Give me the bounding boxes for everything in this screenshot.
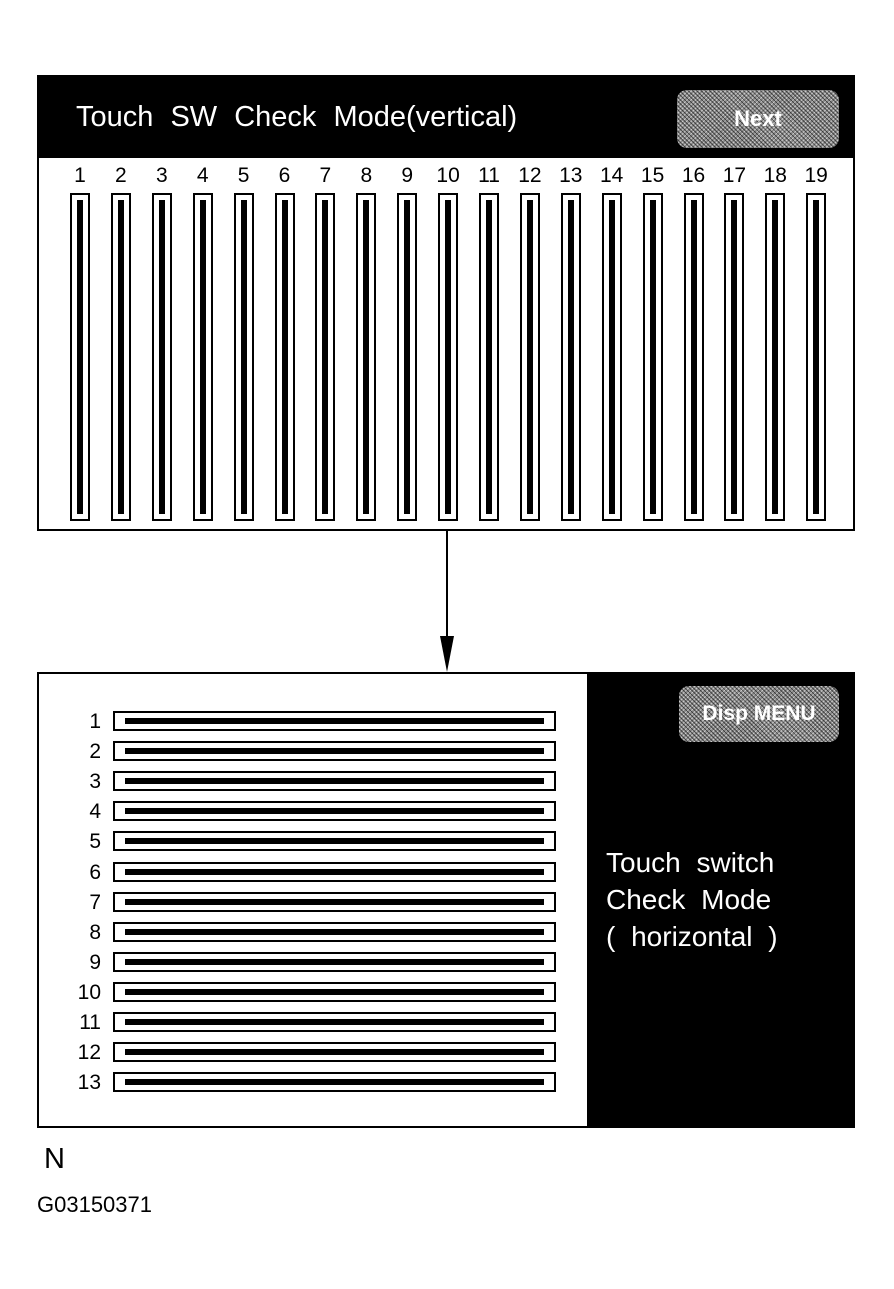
vertical-touch-switch[interactable] <box>315 193 335 521</box>
horizontal-switch-row <box>39 952 587 974</box>
next-button[interactable]: Next <box>677 90 839 148</box>
horizontal-touch-switch[interactable] <box>113 801 556 821</box>
vertical-switch-number: 15 <box>640 164 665 187</box>
horizontal-touch-switch[interactable] <box>113 982 556 1002</box>
horizontal-touch-switch[interactable] <box>113 771 556 791</box>
vertical-touch-switch[interactable] <box>234 193 254 521</box>
horizontal-title-line-3: ( horizontal ) <box>606 921 778 952</box>
vertical-switch-number: 9 <box>401 164 414 187</box>
vertical-touch-switch[interactable] <box>520 193 540 521</box>
vertical-touch-switch[interactable] <box>152 193 172 521</box>
flow-arrow-head <box>440 636 454 672</box>
horizontal-switch-number: 1 <box>89 710 101 733</box>
vertical-switch-number: 2 <box>115 164 127 187</box>
vertical-switch-number: 3 <box>155 164 168 187</box>
vertical-touch-switch[interactable] <box>70 193 90 521</box>
horizontal-touch-switch[interactable] <box>113 922 556 942</box>
horizontal-switch-number: 5 <box>89 830 101 854</box>
horizontal-switch-row <box>39 862 587 884</box>
horizontal-title-line-2: Check Mode <box>606 884 772 915</box>
horizontal-switch-row <box>39 801 587 823</box>
vertical-touch-switch[interactable] <box>561 193 581 521</box>
horizontal-switch-number: 11 <box>79 1011 101 1034</box>
horizontal-touch-switch[interactable] <box>113 862 556 882</box>
horizontal-switch-number: 10 <box>77 980 101 1004</box>
figure-id: G03150371 <box>37 1192 152 1217</box>
vertical-switch-number: 12 <box>518 164 542 187</box>
horizontal-switch-number: 12 <box>77 1041 101 1065</box>
horizontal-switch-row <box>39 831 587 853</box>
horizontal-switch-list <box>39 674 587 1126</box>
horizontal-switch-number: 13 <box>77 1071 101 1095</box>
horizontal-touch-switch[interactable] <box>113 952 556 972</box>
vertical-switch-number: 13 <box>559 164 583 187</box>
vertical-touch-switch[interactable] <box>602 193 622 521</box>
horizontal-switch-row <box>39 771 587 793</box>
vertical-switch-number: 19 <box>804 164 828 187</box>
vertical-switch-number: 4 <box>196 164 209 187</box>
vertical-touch-switch[interactable] <box>806 193 826 521</box>
horizontal-switch-number: 4 <box>89 800 101 824</box>
horizontal-switch-row <box>39 741 587 763</box>
vertical-touch-switch[interactable] <box>479 193 499 521</box>
vertical-switch-number: 6 <box>278 164 291 187</box>
horizontal-touch-switch[interactable] <box>113 711 556 731</box>
disp-menu-button[interactable]: Disp MENU <box>679 686 839 742</box>
horizontal-touch-switch[interactable] <box>113 831 556 851</box>
vertical-check-panel <box>37 75 855 531</box>
horizontal-touch-switch[interactable] <box>113 741 556 761</box>
vertical-touch-switch[interactable] <box>643 193 663 521</box>
horizontal-switch-number: 7 <box>89 890 101 914</box>
horizontal-switch-number: 3 <box>89 770 101 794</box>
horizontal-panel-title <box>606 844 778 955</box>
vertical-switch-number: 5 <box>237 164 250 187</box>
vertical-switch-number: 1 <box>74 164 86 187</box>
vertical-switch-number: 11 <box>478 164 500 187</box>
vertical-panel-header <box>39 77 853 158</box>
horizontal-switch-number: 6 <box>89 860 101 884</box>
horizontal-panel-sidebar <box>587 674 853 1126</box>
horizontal-touch-switch[interactable] <box>113 892 556 912</box>
vertical-panel-title: Touch SW Check Mode(vertical) <box>76 101 518 133</box>
vertical-switch-list <box>39 158 853 529</box>
horizontal-switch-row <box>39 1072 587 1094</box>
vertical-switch-number: 10 <box>436 164 460 187</box>
horizontal-title-line-1: Touch switch <box>606 847 775 878</box>
vertical-touch-switch[interactable] <box>275 193 295 521</box>
vertical-touch-switch[interactable] <box>684 193 704 521</box>
horizontal-switch-row <box>39 1012 587 1034</box>
vertical-switch-number: 14 <box>600 164 624 187</box>
vertical-touch-switch[interactable] <box>438 193 458 521</box>
vertical-touch-switch[interactable] <box>193 193 213 521</box>
horizontal-switch-row <box>39 922 587 944</box>
flow-arrow-line <box>446 531 448 639</box>
vertical-switch-number: 7 <box>319 164 332 187</box>
horizontal-touch-switch[interactable] <box>113 1042 556 1062</box>
horizontal-switch-number: 8 <box>89 920 101 944</box>
horizontal-switch-row <box>39 1042 587 1064</box>
horizontal-switch-number: 9 <box>89 950 101 974</box>
horizontal-switch-row <box>39 982 587 1004</box>
vertical-touch-switch[interactable] <box>724 193 744 521</box>
vertical-switch-number: 18 <box>763 164 787 187</box>
horizontal-switch-row <box>39 711 587 733</box>
horizontal-touch-switch[interactable] <box>113 1072 556 1092</box>
vertical-touch-switch[interactable] <box>397 193 417 521</box>
vertical-switch-number: 17 <box>722 164 747 187</box>
horizontal-switch-row <box>39 892 587 914</box>
horizontal-touch-switch[interactable] <box>113 1012 556 1032</box>
horizontal-check-panel <box>37 672 855 1128</box>
horizontal-switch-number: 2 <box>89 740 101 764</box>
vertical-touch-switch[interactable] <box>765 193 785 521</box>
vertical-touch-switch[interactable] <box>356 193 376 521</box>
vertical-switch-number: 16 <box>681 164 706 187</box>
vertical-touch-switch[interactable] <box>111 193 131 521</box>
vertical-switch-number: 8 <box>360 164 373 187</box>
figure-letter: N <box>44 1143 65 1175</box>
